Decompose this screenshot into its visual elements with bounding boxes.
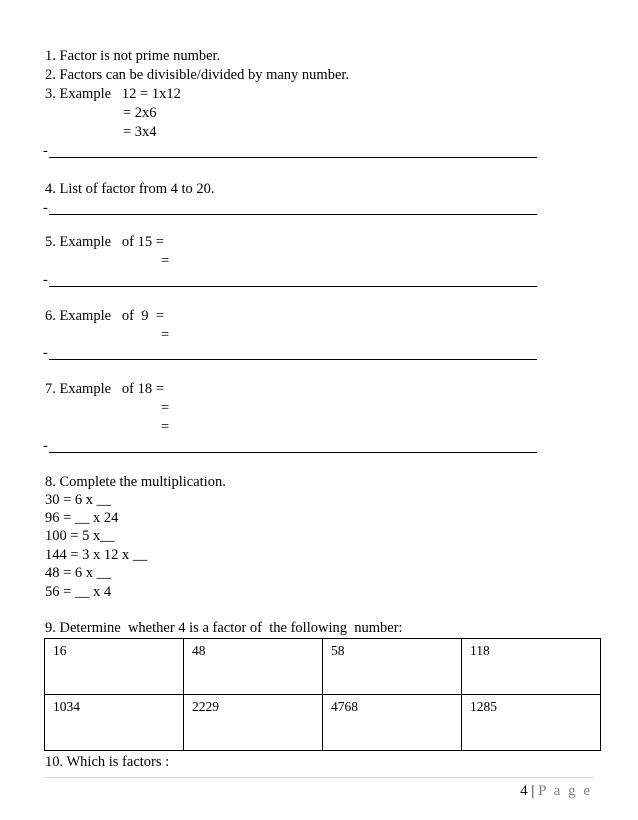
item-4-text: 4. List of factor from 4 to 20.	[45, 181, 215, 197]
footer-divider	[44, 777, 594, 778]
table-cell: 48	[184, 639, 323, 695]
page-footer	[520, 783, 592, 800]
item-10-text: 10. Which is factors :	[45, 754, 170, 770]
item-5-line-2: =	[161, 253, 170, 269]
answer-separator: -	[43, 438, 537, 455]
item-6-text: 6. Example of 9 =	[45, 308, 164, 324]
item-7-line-2: =	[161, 400, 170, 416]
multiplication-row: 56 = __ x 4	[45, 584, 112, 600]
table-cell: 1285	[462, 695, 601, 751]
item-7-line-3: =	[161, 419, 170, 435]
item-9-text: 9. Determine whether 4 is a factor of the following number:	[45, 620, 403, 636]
multiplication-row: 144 = 3 x 12 x __	[45, 547, 148, 563]
item-2-text: 2. Factors can be divisible/divided by many number.	[45, 67, 350, 83]
item-5-text: 5. Example of 15 =	[45, 234, 164, 250]
answer-separator: -	[43, 143, 537, 160]
footer-separator: |	[531, 783, 535, 799]
multiplication-row: 48 = 6 x __	[45, 565, 112, 581]
table-cell: 58	[323, 639, 462, 695]
table-cell: 16	[45, 639, 184, 695]
answer-separator: -	[43, 345, 537, 362]
item-8-text: 8. Complete the multiplication.	[45, 474, 226, 490]
multiplication-row: 96 = __ x 24	[45, 510, 119, 526]
multiplication-row: 100 = 5 x__	[45, 528, 115, 544]
multiplication-row: 30 = 6 x __	[45, 492, 112, 508]
item-7-text: 7. Example of 18 =	[45, 381, 164, 397]
item-3-text: 3. Example 12 = 1x12	[45, 86, 181, 102]
item-1-text: 1. Factor is not prime number.	[45, 48, 221, 64]
item-3-line-3: = 3x4	[123, 124, 157, 140]
item-3-line-2: = 2x6	[123, 105, 157, 121]
table-cell: 118	[462, 639, 601, 695]
table-cell: 1034	[45, 695, 184, 751]
page-label: P a g e	[538, 783, 592, 799]
page-number: 4	[520, 783, 528, 799]
table-cell: 2229	[184, 695, 323, 751]
table-row	[45, 639, 601, 695]
table-cell: 4768	[323, 695, 462, 751]
factor-table	[44, 638, 601, 751]
table-row	[45, 695, 601, 751]
answer-separator: -	[43, 200, 537, 217]
answer-separator: -	[43, 272, 537, 289]
item-6-line-2: =	[161, 327, 170, 343]
